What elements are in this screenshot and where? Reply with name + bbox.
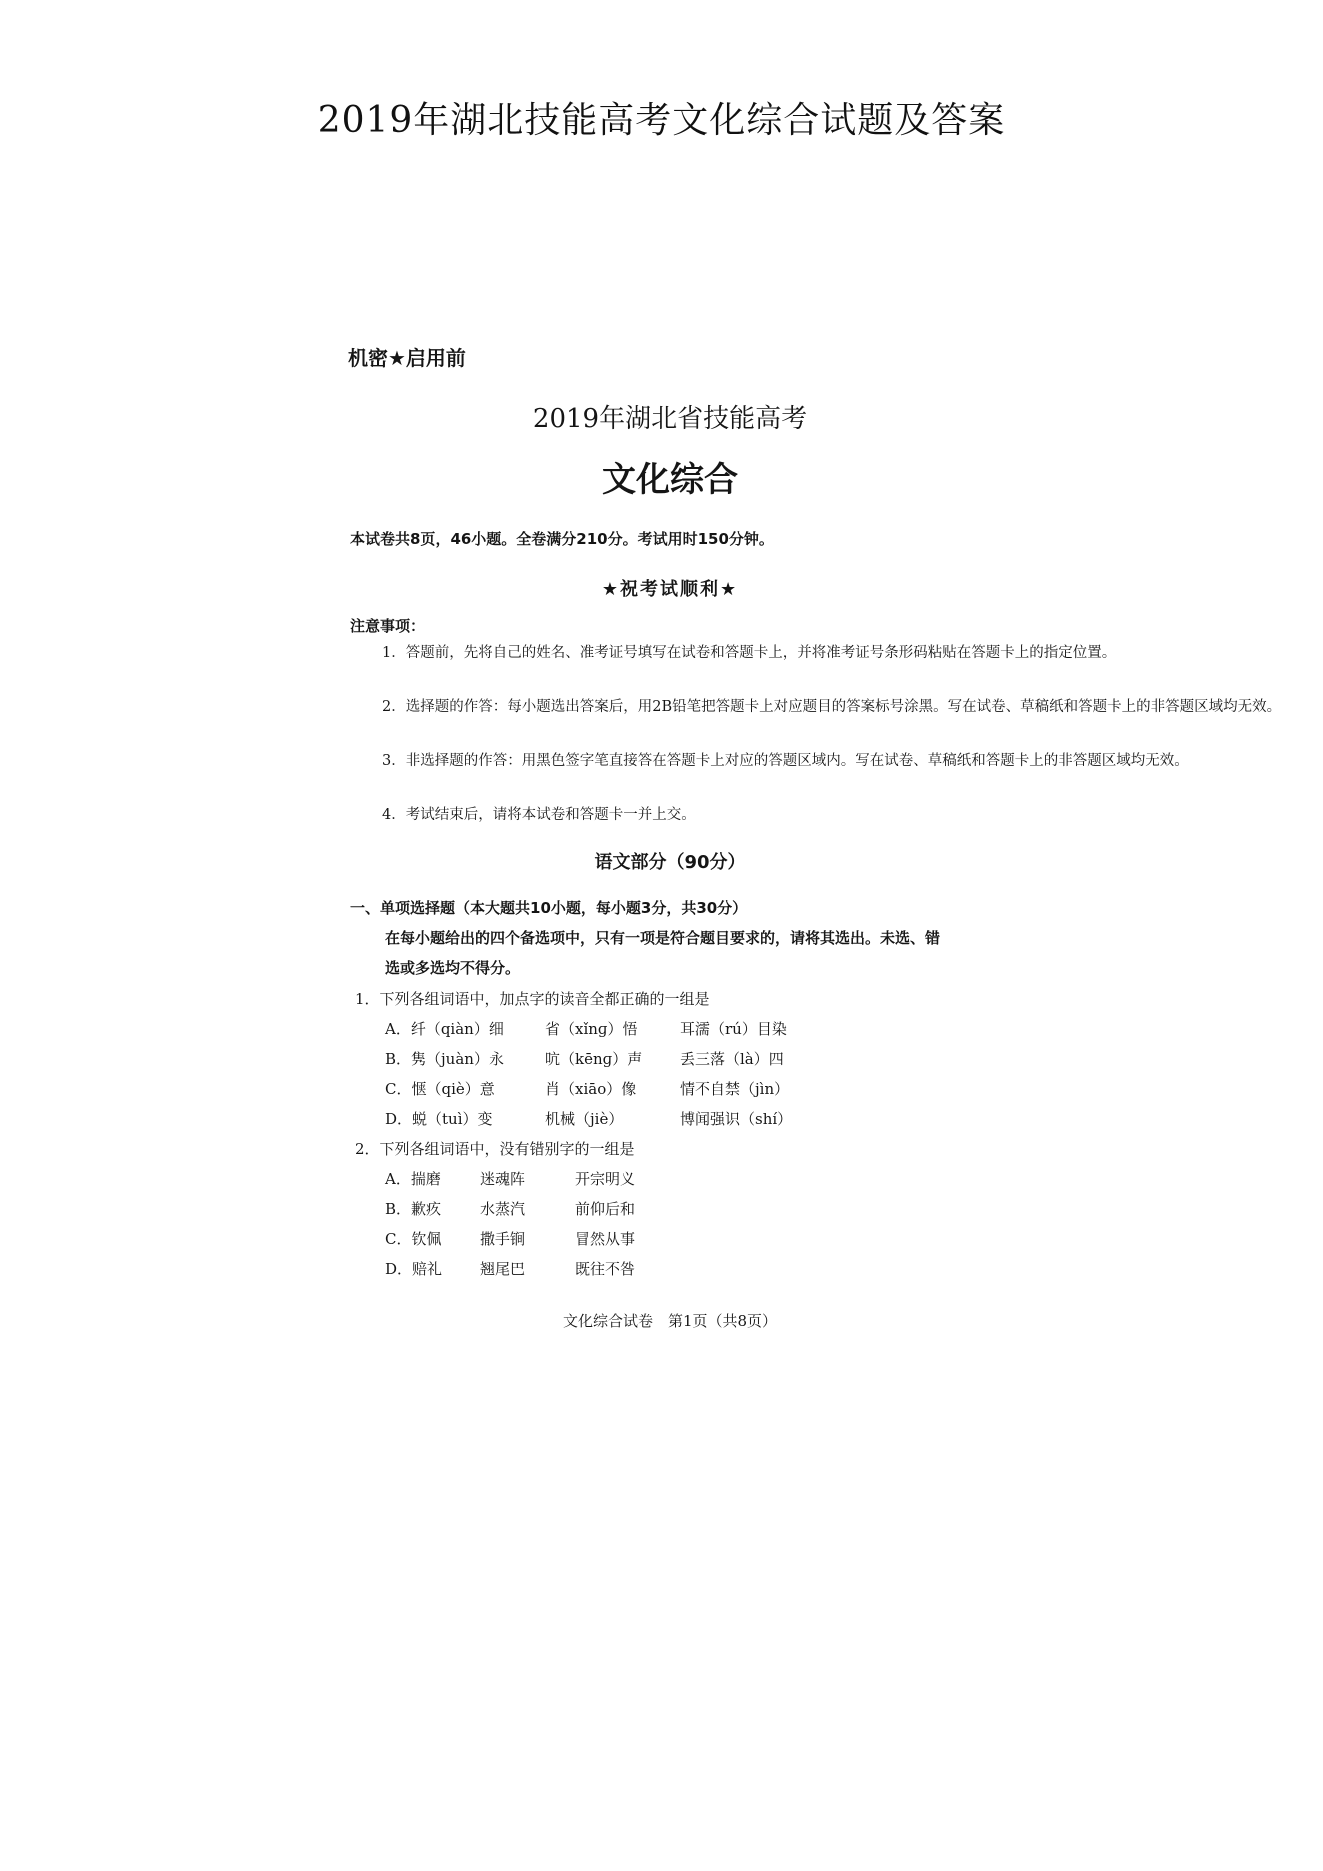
page-footer: 文化综合试卷 第1页（共8页） <box>562 1312 778 1330</box>
exam-title: 2019年湖北省技能高考 <box>532 404 808 434</box>
option-cell: 丢三落（là）四 <box>680 1050 784 1068</box>
option-cell: 前仰后和 <box>575 1200 636 1218</box>
note-text: 1．答题前，先将自己的姓名、准考证号填写在试卷和答题卡上，并将准考证号条形码粘贴在答题卡上的指定位置。 <box>382 645 1117 661</box>
question-2-option-b <box>385 1198 735 1219</box>
option-cell: D．赔礼 <box>385 1260 443 1278</box>
option-cell: 情不自禁（jìn） <box>680 1080 790 1098</box>
option-cell: 撒手锏 <box>480 1230 526 1248</box>
instruction-line: 在每小题给出的四个备选项中，只有一项是符合题目要求的，请将其选出。未选、错 <box>385 929 941 947</box>
exam-info: 本试卷共8页，46小题。全卷满分210分。考试用时150分钟。 <box>350 530 774 548</box>
option-cell: C．钦佩 <box>385 1230 442 1248</box>
option-cell: 耳濡（rú）目染 <box>680 1020 787 1038</box>
note-4 <box>350 802 1010 829</box>
question-2-stem: 2．下列各组词语中，没有错别字的一组是 <box>355 1140 635 1158</box>
notes-heading: 注意事项： <box>350 617 426 635</box>
option-cell: C．惬（qiè）意 <box>385 1080 495 1098</box>
option-cell: 肖（xiāo）像 <box>545 1080 637 1098</box>
option-cell: 迷魂阵 <box>480 1170 526 1188</box>
note-text: 2．选择题的作答：每小题选出答案后，用2B铅笔把答题卡上对应题目的答案标号涂黑。写在试卷、草稿纸和答题卡上的非答题区域均无效。 <box>382 699 1282 715</box>
question-2-option-d <box>385 1258 735 1279</box>
section-title: 语文部分（90分） <box>594 852 746 873</box>
note-text: 4．考试结束后，请将本试卷和答题卡一并上交。 <box>382 807 696 823</box>
option-cell: 机械（jiè） <box>545 1110 624 1128</box>
option-cell: 冒然从事 <box>575 1230 636 1248</box>
option-cell: 开宗明义 <box>575 1170 636 1188</box>
question-1-option-c <box>385 1078 840 1099</box>
good-luck-banner: ★祝考试顺利★ <box>601 579 739 600</box>
part-heading: 一、单项选择题（本大题共10小题，每小题3分，共30分） <box>350 899 748 917</box>
option-cell: 博闻强识（shí） <box>680 1110 793 1128</box>
option-cell: 水蒸汽 <box>480 1200 526 1218</box>
question-1-stem: 1．下列各组词语中，加点字的读音全都正确的一组是 <box>355 990 710 1008</box>
question-1-option-a <box>385 1018 840 1039</box>
option-cell: 吭（kēnɡ）声 <box>545 1050 643 1068</box>
note-3 <box>350 748 1189 775</box>
note-2 <box>350 694 1282 721</box>
subject-title: 文化综合 <box>602 460 738 500</box>
question-2-option-c <box>385 1228 735 1249</box>
option-cell: 翘尾巴 <box>480 1260 526 1278</box>
option-cell: 既往不咎 <box>575 1260 636 1278</box>
question-1-option-d <box>385 1108 840 1129</box>
note-text: 3．非选择题的作答：用黑色签字笔直接答在答题卡上对应的答题区域内。写在试卷、草稿纸和答题卡上的非答题区域均无效。 <box>382 753 1189 769</box>
note-1 <box>350 640 1117 667</box>
instruction-line: 选或多选均不得分。 <box>385 959 521 977</box>
option-cell: B．歉疚 <box>385 1200 442 1218</box>
option-cell: A．揣磨 <box>385 1170 441 1188</box>
option-cell: D．蜕（tuì）变 <box>385 1110 493 1128</box>
question-1-option-b <box>385 1048 840 1069</box>
option-cell: A．纤（qiàn）细 <box>385 1020 504 1038</box>
option-cell: 省（xǐnɡ）悟 <box>545 1020 638 1038</box>
document-title: 2019年湖北技能高考文化综合试题及答案 <box>317 100 1006 141</box>
question-2-option-a <box>385 1168 735 1189</box>
confidential-mark: 机密★启用前 <box>348 346 466 370</box>
scanned-exam-page <box>340 330 1282 1350</box>
option-cell: B．隽（juàn）永 <box>385 1050 504 1068</box>
